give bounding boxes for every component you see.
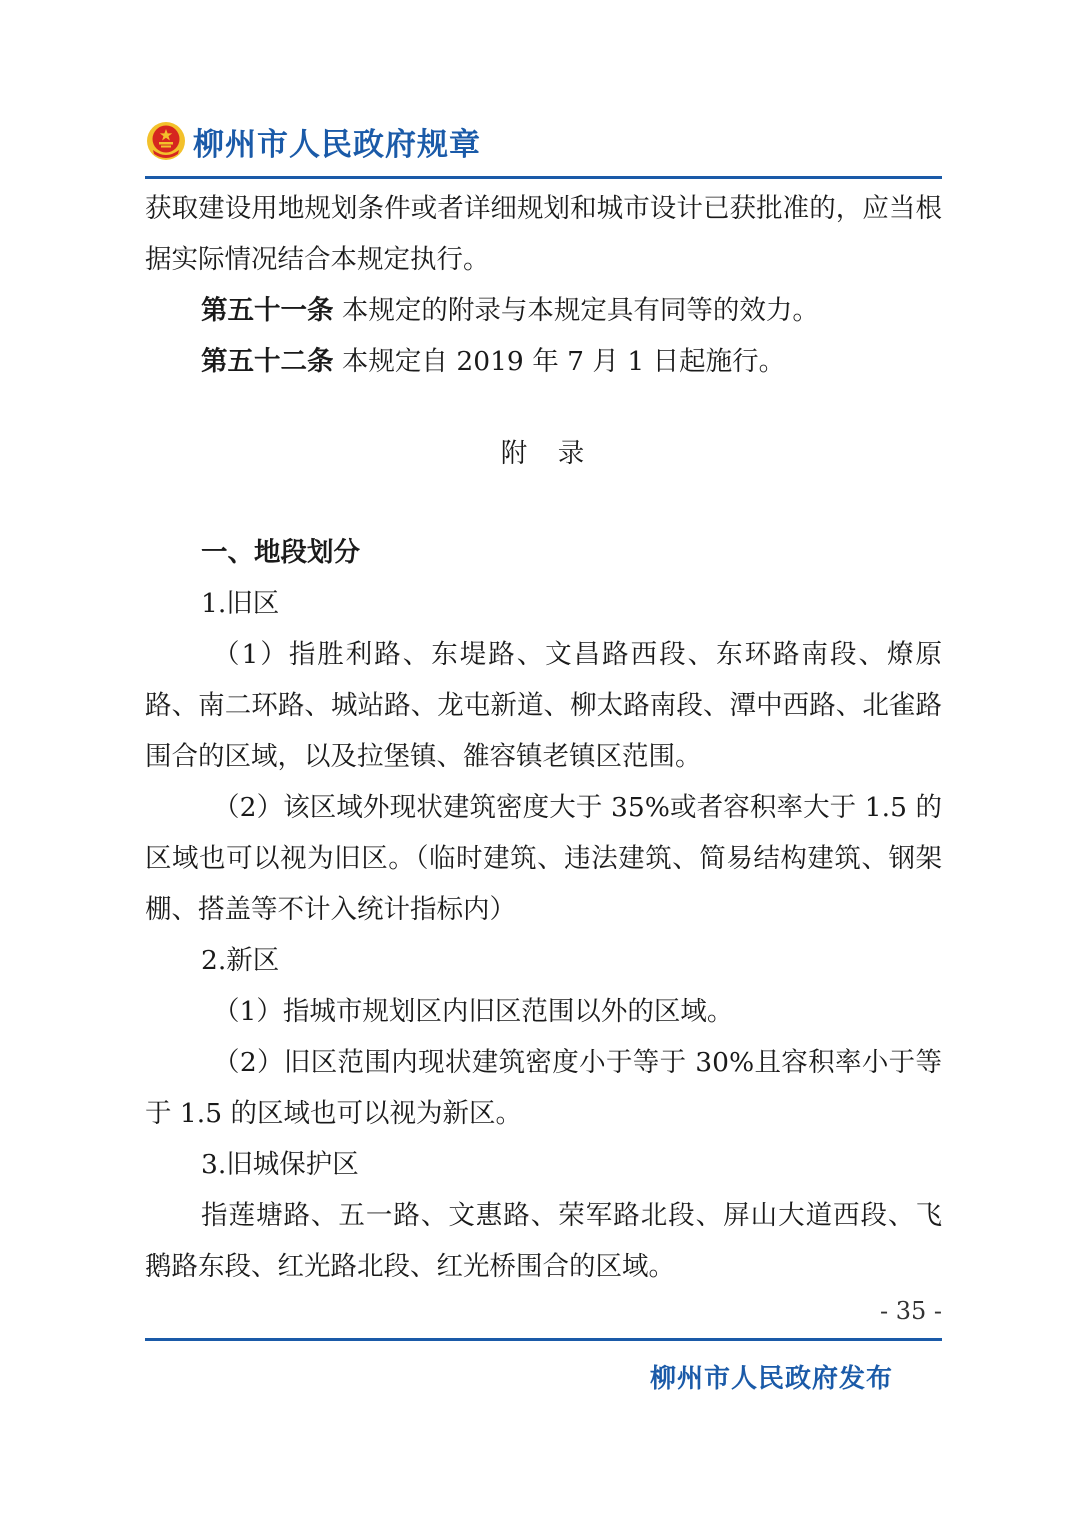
section-heading: 一、地段划分	[201, 537, 360, 568]
appendix-title: 附 录	[500, 438, 587, 469]
national-emblem-icon	[145, 120, 187, 162]
body-paragraph: 获取建设用地规划条件或者详细规划和城市设计已获批准的，应当根据实际情况结合本规定执行。	[145, 193, 942, 275]
header-title: 柳州市人民政府规章	[193, 126, 481, 163]
article-label: 第五十一条	[201, 295, 334, 326]
article-text: 本规定自 2019 年 7 月 1 日起施行。	[333, 346, 786, 377]
footer-publisher: 柳州市人民政府发布	[650, 1364, 894, 1394]
clause-paragraph: （2）该区域外现状建筑密度大于 35%或者容积率大于 1.5 的区域也可以视为旧区。（临时建筑、违法建筑、简易结构建筑、钢架棚、搭盖等不计入统计指标内）	[145, 792, 942, 925]
article-52	[145, 336, 942, 387]
clause-paragraph: 指莲塘路、五一路、文惠路、荣军路北段、屏山大道西段、飞鹅路东段、红光路北段、红光桥围合的区域。	[145, 1200, 942, 1282]
header-divider	[145, 176, 942, 179]
footer-divider	[145, 1338, 942, 1341]
subsection-title: 2.新区	[201, 945, 280, 976]
clause-paragraph: （1）指城市规划区内旧区范围以外的区域。	[213, 996, 734, 1027]
clause-paragraph: （1）指胜利路、东堤路、文昌路西段、东环路南段、燎原路、南二环路、城站路、龙屯新道、柳太路南段、潭中西路、北雀路围合的区域，以及拉堡镇、雒容镇老镇区范围。	[145, 639, 942, 772]
article-text: 本规定的附录与本规定具有同等的效力。	[333, 295, 819, 326]
page-number: - 35 -	[879, 1297, 942, 1325]
page-header	[145, 116, 481, 166]
document-body	[145, 183, 942, 1292]
article-label: 第五十二条	[201, 346, 334, 377]
article-51	[145, 285, 942, 336]
clause-paragraph: （2）旧区范围内现状建筑密度小于等于 30%且容积率小于等于 1.5 的区域也可以视为新区。	[145, 1047, 942, 1129]
subsection-title: 3.旧城保护区	[201, 1149, 359, 1180]
subsection-title: 1.旧区	[201, 588, 280, 619]
